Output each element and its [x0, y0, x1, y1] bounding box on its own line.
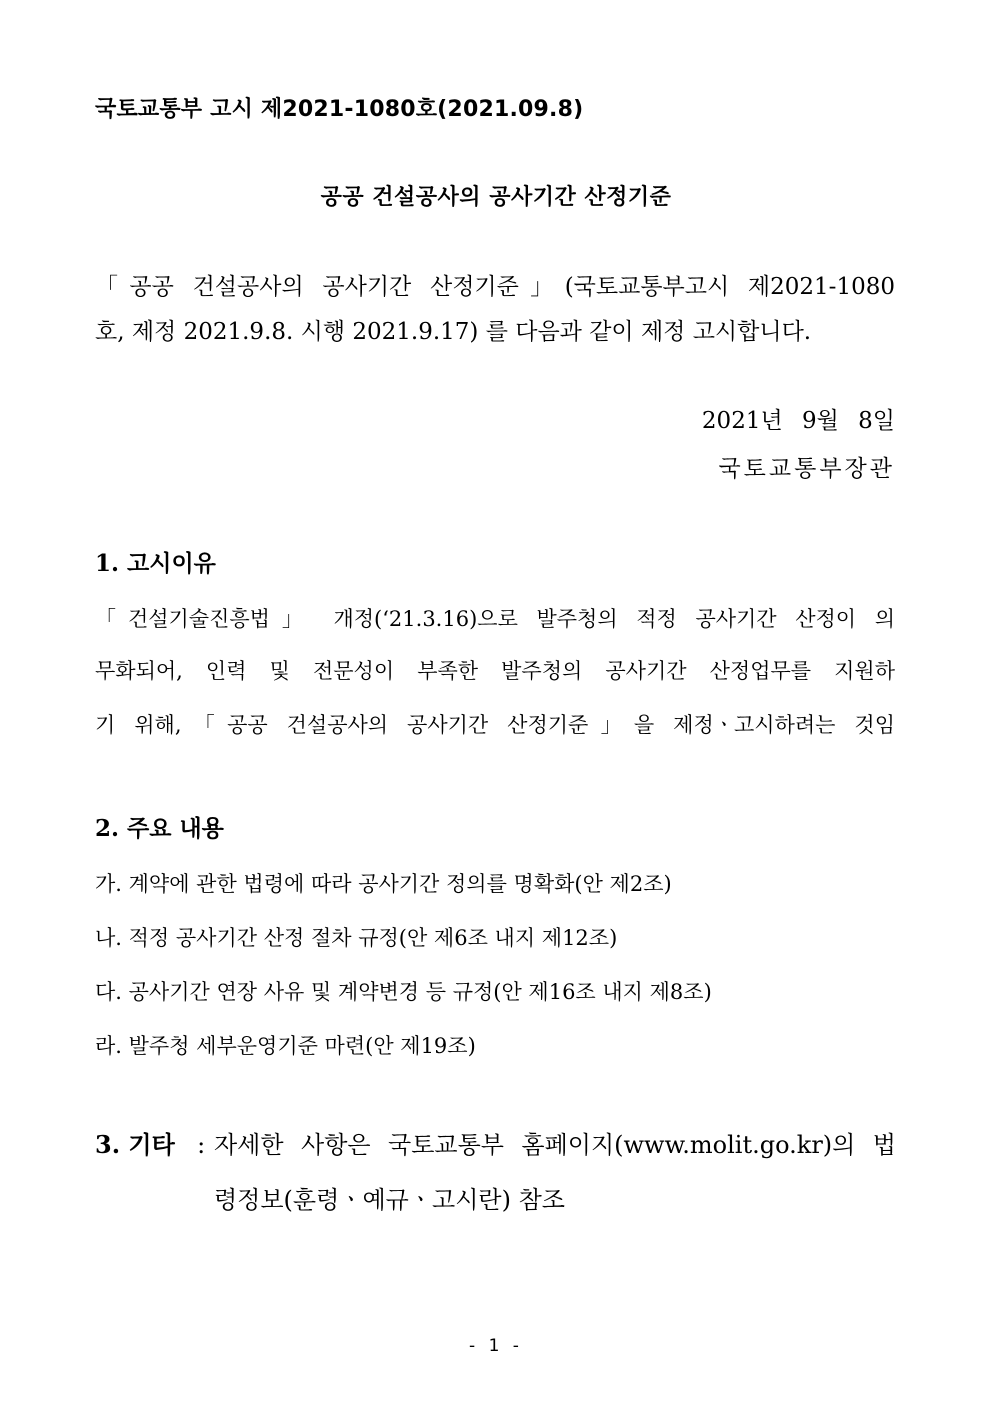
list-item: 나. 적정 공사기간 산정 절차 규정(안 제6조 내지 제12조)	[95, 926, 618, 950]
list-item: 다. 공사기간 연장 사유 및 계약변경 등 규정(안 제16조 내지 제8조)	[95, 980, 712, 1004]
intro-line-1: 「공공 건설공사의 공사기간 산정기준」(국토교통부고시 제2021-1080	[95, 274, 895, 300]
list-item: 라. 발주청 세부운영기준 마련(안 제19조)	[95, 1034, 476, 1058]
intro-line-2: 호, 제정 2021.9.8. 시행 2021.9.17) 를 다음과 같이 제정 고시합니다.	[95, 319, 812, 345]
page-title: 공공 건설공사의 공사기간 산정기준	[320, 185, 672, 210]
issuing-authority: 국토교통부장관	[718, 456, 895, 482]
section-1-heading: 1. 고시이유	[95, 550, 216, 577]
section-1-line: 「건설기술진흥법」 개정(‘21.3.16)으로 발주청의 적정 공사기간 산정이 의	[95, 607, 895, 631]
section-3-separator: :	[197, 1131, 206, 1159]
section-3-line-2: 령정보(훈령ㆍ예규ㆍ고시란) 참조	[214, 1186, 565, 1214]
section-3-heading-label: 3. 기타	[95, 1130, 175, 1159]
notice-number-line: 국토교통부 고시 제2021-1080호(2021.09.8)	[95, 97, 584, 122]
section-1-line: 기 위해,「공공 건설공사의 공사기간 산정기준」을 제정ㆍ고시하려는 것임	[95, 713, 895, 737]
section-2-heading: 2. 주요 내용	[95, 815, 224, 842]
notice-date: 2021년 9월 8일	[701, 408, 895, 434]
section-3-line-1: 자세한 사항은 국토교통부 홈페이지(www.molit.go.kr)의 법	[214, 1131, 896, 1159]
list-item: 가. 계약에 관한 법령에 따라 공사기간 정의를 명확화(안 제2조)	[95, 872, 672, 896]
page-number: - 1 -	[469, 1336, 523, 1356]
section-1-line: 무화되어, 인력 및 전문성이 부족한 발주청의 공사기간 산정업무를 지원하	[95, 659, 895, 683]
section-3-heading	[95, 1125, 205, 1160]
